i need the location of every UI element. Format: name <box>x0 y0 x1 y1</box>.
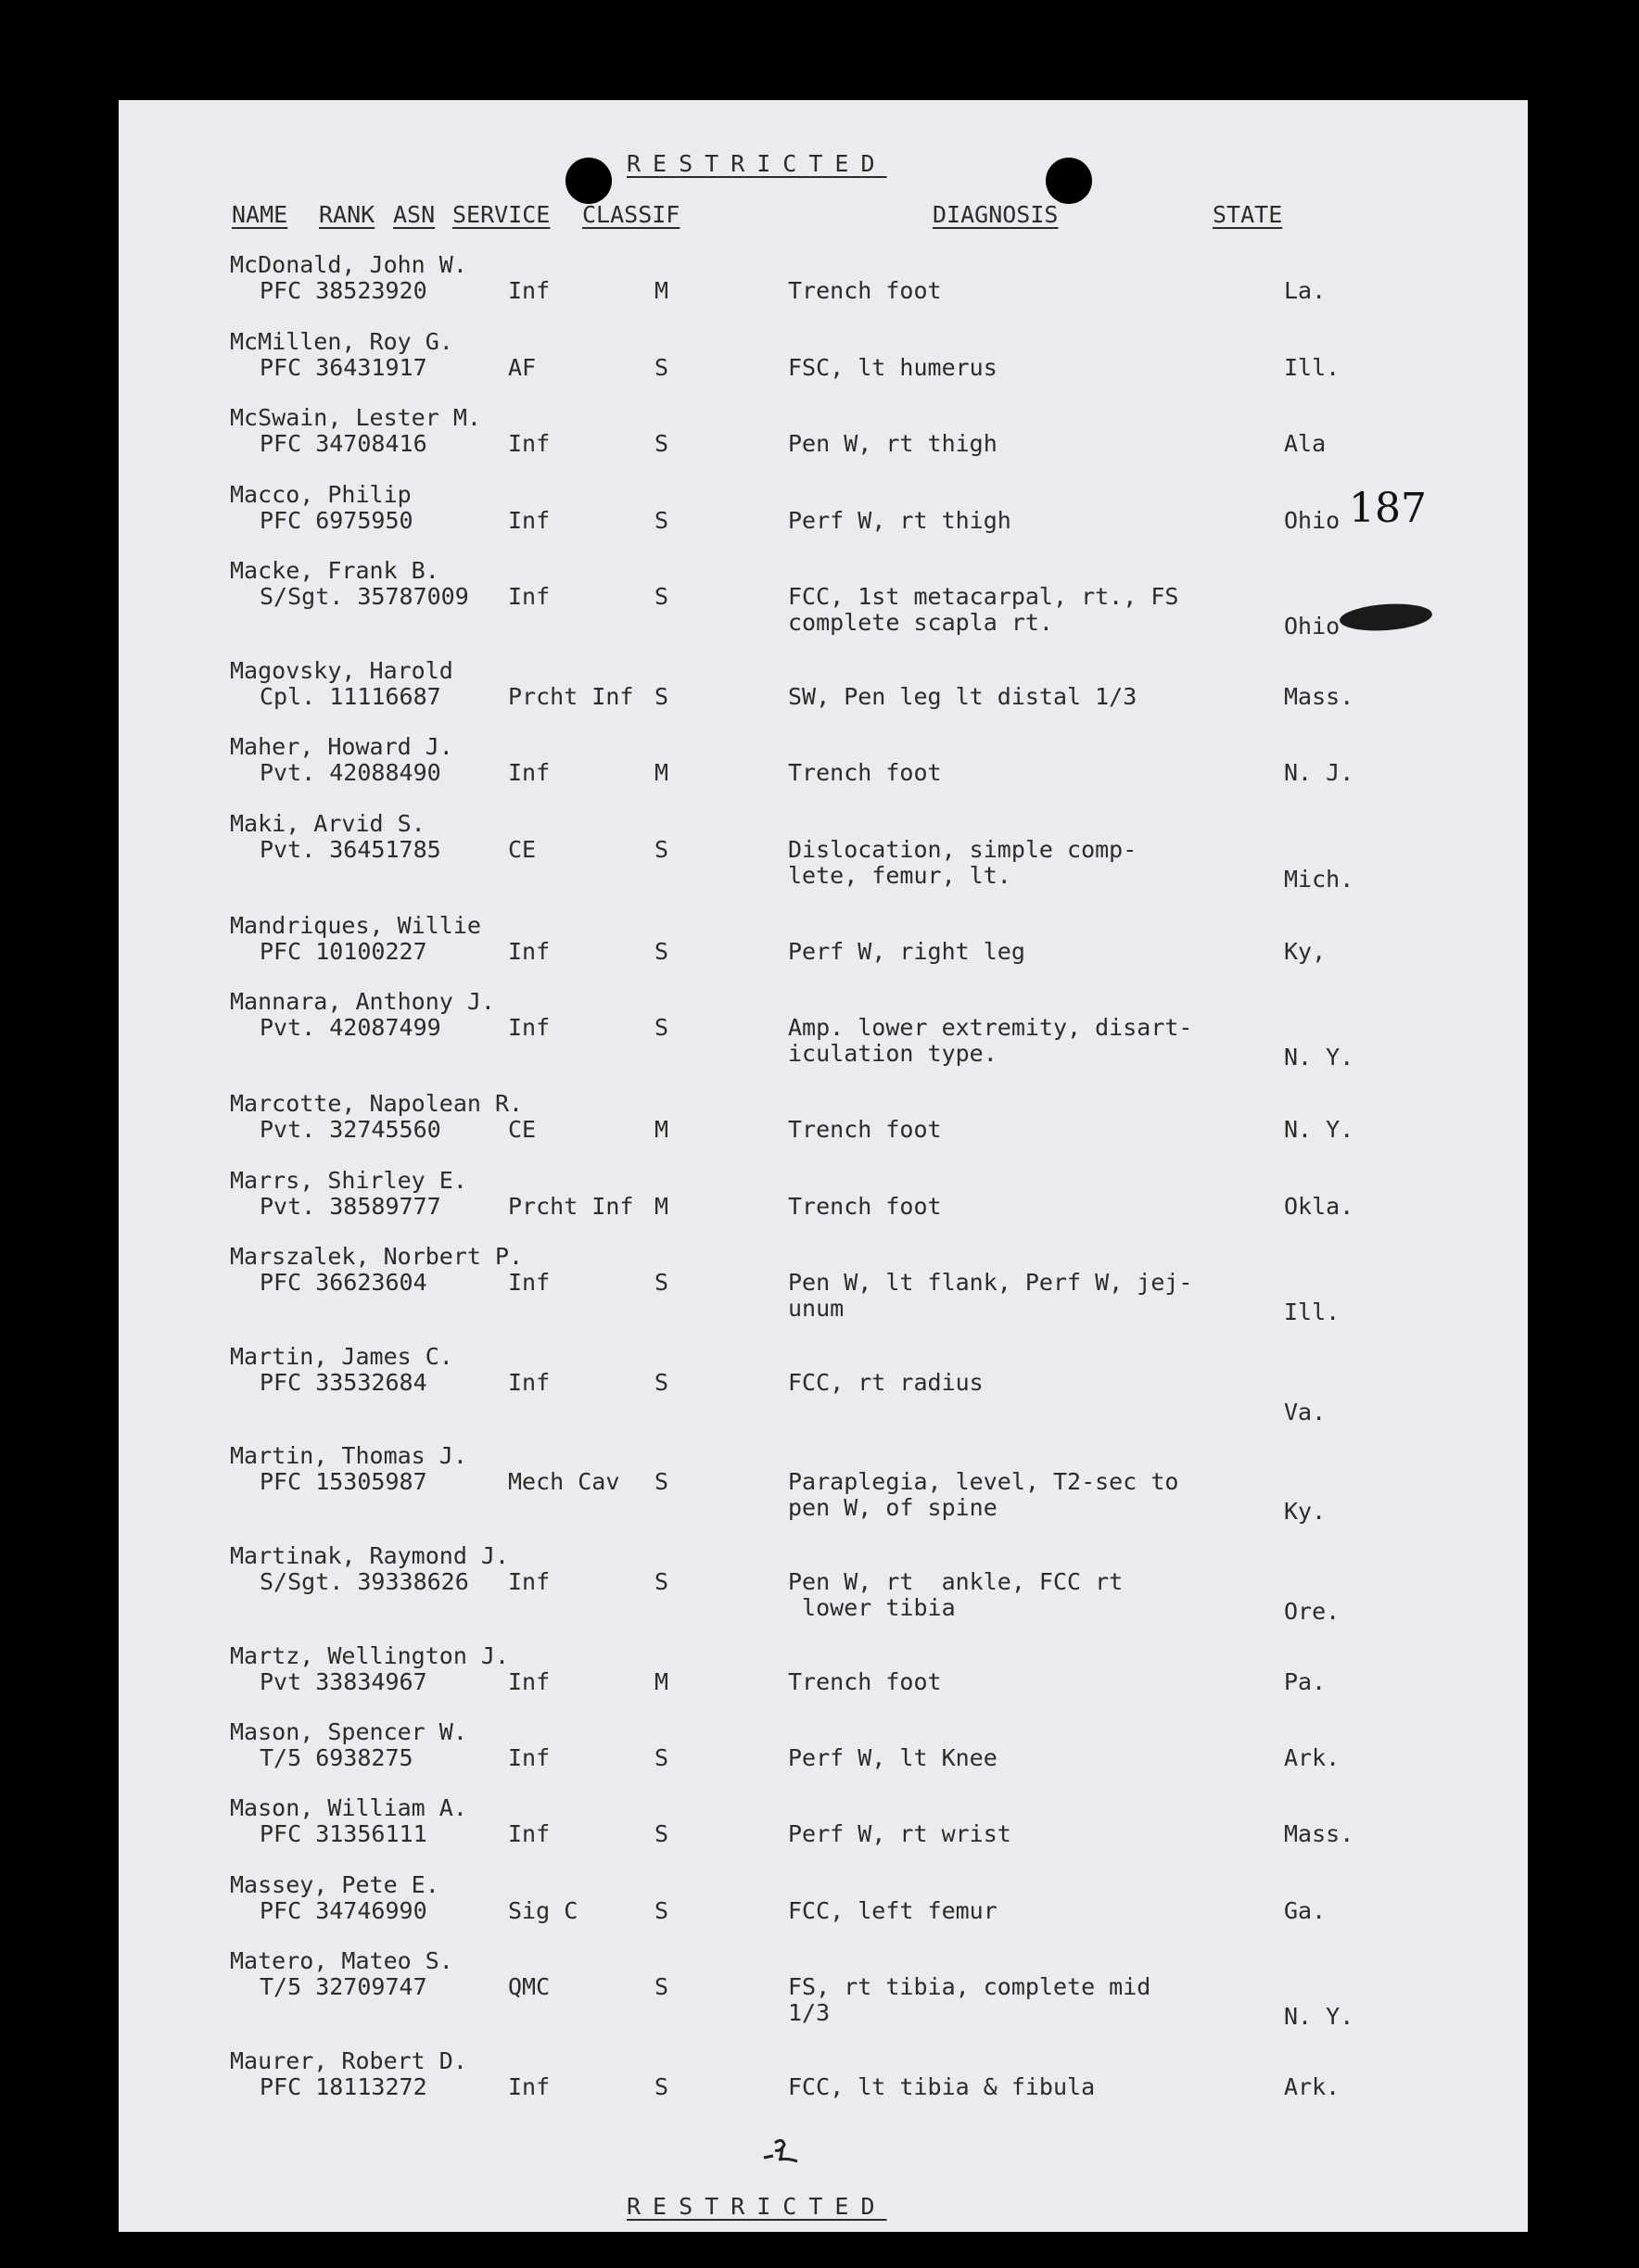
home-state: Ky. <box>1284 1498 1327 1525</box>
classification: M <box>654 1116 669 1143</box>
soldier-name: Macke, Frank B. <box>230 557 439 584</box>
home-state: Ohio <box>1284 613 1340 640</box>
service-branch: Inf <box>508 759 551 786</box>
diagnosis: Trench foot <box>788 277 942 304</box>
service-branch: Inf <box>508 2073 551 2100</box>
list-item <box>0 2048 1639 2122</box>
soldier-name: Magovsky, Harold <box>230 657 453 684</box>
diagnosis: Amp. lower extremity, disart- <box>788 1014 1193 1041</box>
diagnosis: Pen W, rt ankle, FCC rt <box>788 1568 1124 1595</box>
diagnosis: FSC, lt humerus <box>788 354 997 381</box>
list-item <box>0 405 1639 479</box>
service-branch: Inf <box>508 1668 551 1695</box>
soldier-name: Martinak, Raymond J. <box>230 1542 510 1569</box>
column-header-rank: RANK <box>319 201 375 228</box>
service-branch: Sig C <box>508 1897 578 1924</box>
classification: M <box>654 1668 669 1695</box>
classification: M <box>654 1193 669 1220</box>
soldier-name: Maki, Arvid S. <box>230 810 426 837</box>
home-state: Ohio <box>1284 507 1340 534</box>
home-state: Ill. <box>1284 1299 1340 1325</box>
classification: M <box>654 277 669 304</box>
diagnosis-continued: pen W, of spine <box>788 1494 997 1521</box>
diagnosis-continued: lower tibia <box>788 1594 956 1621</box>
diagnosis: Trench foot <box>788 1668 942 1695</box>
service-branch: CE <box>508 836 537 863</box>
classification: S <box>654 938 669 965</box>
soldier-name: Maurer, Robert D. <box>230 2047 467 2074</box>
classification: M <box>654 759 669 786</box>
service-branch: Inf <box>508 1014 551 1041</box>
diagnosis: Pen W, rt thigh <box>788 430 997 457</box>
list-item <box>0 1542 1639 1625</box>
classification: S <box>654 1014 669 1041</box>
diagnosis: FCC, rt radius <box>788 1369 984 1396</box>
soldier-name: Matero, Mateo S. <box>230 1947 453 1974</box>
diagnosis: FS, rt tibia, complete mid <box>788 1973 1151 2000</box>
rank-asn: PFC 31356111 <box>260 1820 427 1847</box>
home-state: Ark. <box>1284 1744 1340 1771</box>
soldier-name: McDonald, John W. <box>230 251 467 278</box>
classification: S <box>654 1468 669 1495</box>
list-item <box>0 1947 1639 2030</box>
soldier-name: Mason, William A. <box>230 1794 467 1821</box>
rank-asn: PFC 36431917 <box>260 354 427 381</box>
punch-hole-right <box>1046 158 1092 204</box>
list-item <box>0 1343 1639 1425</box>
classification: S <box>654 1269 669 1296</box>
home-state: Ky, <box>1284 938 1327 965</box>
rank-asn: Pvt 33834967 <box>260 1668 427 1695</box>
home-state: Mass. <box>1284 683 1354 710</box>
column-header-service: SERVICE <box>452 201 551 228</box>
soldier-name: Marszalek, Norbert P. <box>230 1243 524 1270</box>
service-branch: Inf <box>508 1744 551 1771</box>
list-item <box>0 734 1639 808</box>
rank-asn: S/Sgt. 39338626 <box>260 1568 469 1595</box>
page-number: 187 <box>1349 485 1427 532</box>
diagnosis-continued: complete scapla rt. <box>788 609 1053 636</box>
list-item <box>0 810 1639 893</box>
list-item <box>0 1643 1639 1717</box>
rank-asn: T/5 32709747 <box>260 1973 427 2000</box>
service-branch: Inf <box>508 507 551 534</box>
service-branch: Mech Cav <box>508 1468 620 1495</box>
punch-hole-left <box>565 158 612 204</box>
list-item <box>0 1442 1639 1525</box>
column-header-state: STATE <box>1213 201 1283 228</box>
list-item <box>0 1795 1639 1869</box>
diagnosis: FCC, lt tibia & fibula <box>788 2073 1096 2100</box>
diagnosis-continued: 1/3 <box>788 1999 831 2026</box>
list-item <box>0 252 1639 326</box>
restricted-marking-top: RESTRICTED <box>627 150 887 177</box>
service-branch: Inf <box>508 1269 551 1296</box>
home-state: Ill. <box>1284 354 1340 381</box>
service-branch: AF <box>508 354 537 381</box>
list-item <box>0 988 1639 1071</box>
list-item <box>0 1168 1639 1242</box>
classification: S <box>654 2073 669 2100</box>
classification: S <box>654 836 669 863</box>
rank-asn: PFC 34708416 <box>260 430 427 457</box>
diagnosis: Perf W, lt Knee <box>788 1744 997 1771</box>
rank-asn: Pvt. 36451785 <box>260 836 441 863</box>
classification: S <box>654 1568 669 1595</box>
classification: S <box>654 354 669 381</box>
soldier-name: Mason, Spencer W. <box>230 1718 467 1745</box>
diagnosis-continued: unum <box>788 1295 845 1322</box>
home-state: Mich. <box>1284 866 1354 893</box>
service-branch: CE <box>508 1116 537 1143</box>
classification: S <box>654 430 669 457</box>
list-item <box>0 1719 1639 1793</box>
service-branch: Inf <box>508 583 551 610</box>
service-branch: Inf <box>508 1568 551 1595</box>
soldier-name: McSwain, Lester M. <box>230 404 481 431</box>
home-state: Okla. <box>1284 1193 1354 1220</box>
diagnosis: Trench foot <box>788 1193 942 1220</box>
rank-asn: PFC 6975950 <box>260 507 413 534</box>
service-branch: Inf <box>508 1369 551 1396</box>
service-branch: Inf <box>508 1820 551 1847</box>
rank-asn: PFC 36623604 <box>260 1269 427 1296</box>
classification: S <box>654 683 669 710</box>
soldier-name: Marrs, Shirley E. <box>230 1167 467 1194</box>
home-state: N. Y. <box>1284 1116 1354 1143</box>
home-state: N. Y. <box>1284 1044 1354 1071</box>
list-item <box>0 913 1639 987</box>
home-state: Ga. <box>1284 1897 1327 1924</box>
diagnosis: Paraplegia, level, T2-sec to <box>788 1468 1179 1495</box>
soldier-name: Mandriques, Willie <box>230 912 481 939</box>
home-state: Va. <box>1284 1399 1327 1425</box>
soldier-name: Maher, Howard J. <box>230 733 453 760</box>
restricted-marking-bottom: RESTRICTED <box>627 2193 887 2220</box>
home-state: N. Y. <box>1284 2003 1354 2030</box>
soldier-name: Mannara, Anthony J. <box>230 988 495 1015</box>
diagnosis: Pen W, lt flank, Perf W, jej- <box>788 1269 1193 1296</box>
list-item <box>0 329 1639 403</box>
classification: S <box>654 1744 669 1771</box>
diagnosis-continued: lete, femur, lt. <box>788 862 1011 889</box>
classification: S <box>654 1897 669 1924</box>
soldier-name: Macco, Philip <box>230 481 412 508</box>
diagnosis: Perf W, rt wrist <box>788 1820 1011 1847</box>
soldier-name: McMillen, Roy G. <box>230 328 453 355</box>
home-state: Pa. <box>1284 1668 1327 1695</box>
service-branch: Inf <box>508 277 551 304</box>
diagnosis: Perf W, rt thigh <box>788 507 1011 534</box>
list-item <box>0 1872 1639 1946</box>
classification: S <box>654 583 669 610</box>
diagnosis: Dislocation, simple comp- <box>788 836 1137 863</box>
diagnosis-continued: iculation type. <box>788 1040 997 1067</box>
list-item <box>0 658 1639 732</box>
column-header-classif: CLASSIF <box>582 201 680 228</box>
service-branch: Prcht Inf <box>508 683 634 710</box>
rank-asn: PFC 10100227 <box>260 938 427 965</box>
soldier-name: Martin, James C. <box>230 1343 453 1370</box>
handwritten-mark <box>760 2134 801 2173</box>
diagnosis: Trench foot <box>788 1116 942 1143</box>
column-header-asn: ASN <box>393 201 436 228</box>
service-branch: QMC <box>508 1973 551 2000</box>
home-state: Mass. <box>1284 1820 1354 1847</box>
rank-asn: Pvt. 38589777 <box>260 1193 441 1220</box>
classification: S <box>654 507 669 534</box>
diagnosis: FCC, 1st metacarpal, rt., FS <box>788 583 1179 610</box>
home-state: Ark. <box>1284 2073 1340 2100</box>
list-item <box>0 1091 1639 1165</box>
home-state: N. J. <box>1284 759 1354 786</box>
rank-asn: PFC 18113272 <box>260 2073 427 2100</box>
diagnosis: Perf W, right leg <box>788 938 1025 965</box>
rank-asn: Cpl. 11116687 <box>260 683 441 710</box>
service-branch: Inf <box>508 938 551 965</box>
rank-asn: S/Sgt. 35787009 <box>260 583 469 610</box>
rank-asn: Pvt. 42087499 <box>260 1014 441 1041</box>
rank-asn: PFC 34746990 <box>260 1897 427 1924</box>
soldier-name: Marcotte, Napolean R. <box>230 1090 524 1117</box>
rank-asn: PFC 33532684 <box>260 1369 427 1396</box>
rank-asn: PFC 15305987 <box>260 1468 427 1495</box>
list-item <box>0 1243 1639 1325</box>
soldier-name: Martin, Thomas J. <box>230 1442 467 1469</box>
service-branch: Prcht Inf <box>508 1193 634 1220</box>
rank-asn: T/5 6938275 <box>260 1744 413 1771</box>
soldier-name: Martz, Wellington J. <box>230 1642 510 1669</box>
rank-asn: Pvt. 42088490 <box>260 759 441 786</box>
diagnosis: FCC, left femur <box>788 1897 997 1924</box>
classification: S <box>654 1820 669 1847</box>
column-header-name: NAME <box>232 201 288 228</box>
soldier-name: Massey, Pete E. <box>230 1871 439 1898</box>
column-header-diagnosis: DIAGNOSIS <box>933 201 1059 228</box>
rank-asn: Pvt. 32745560 <box>260 1116 441 1143</box>
service-branch: Inf <box>508 430 551 457</box>
home-state: Ala <box>1284 430 1327 457</box>
classification: S <box>654 1369 669 1396</box>
diagnosis: SW, Pen leg lt distal 1/3 <box>788 683 1137 710</box>
classification: S <box>654 1973 669 2000</box>
diagnosis: Trench foot <box>788 759 942 786</box>
home-state: Ore. <box>1284 1598 1340 1625</box>
rank-asn: PFC 38523920 <box>260 277 427 304</box>
home-state: La. <box>1284 277 1327 304</box>
